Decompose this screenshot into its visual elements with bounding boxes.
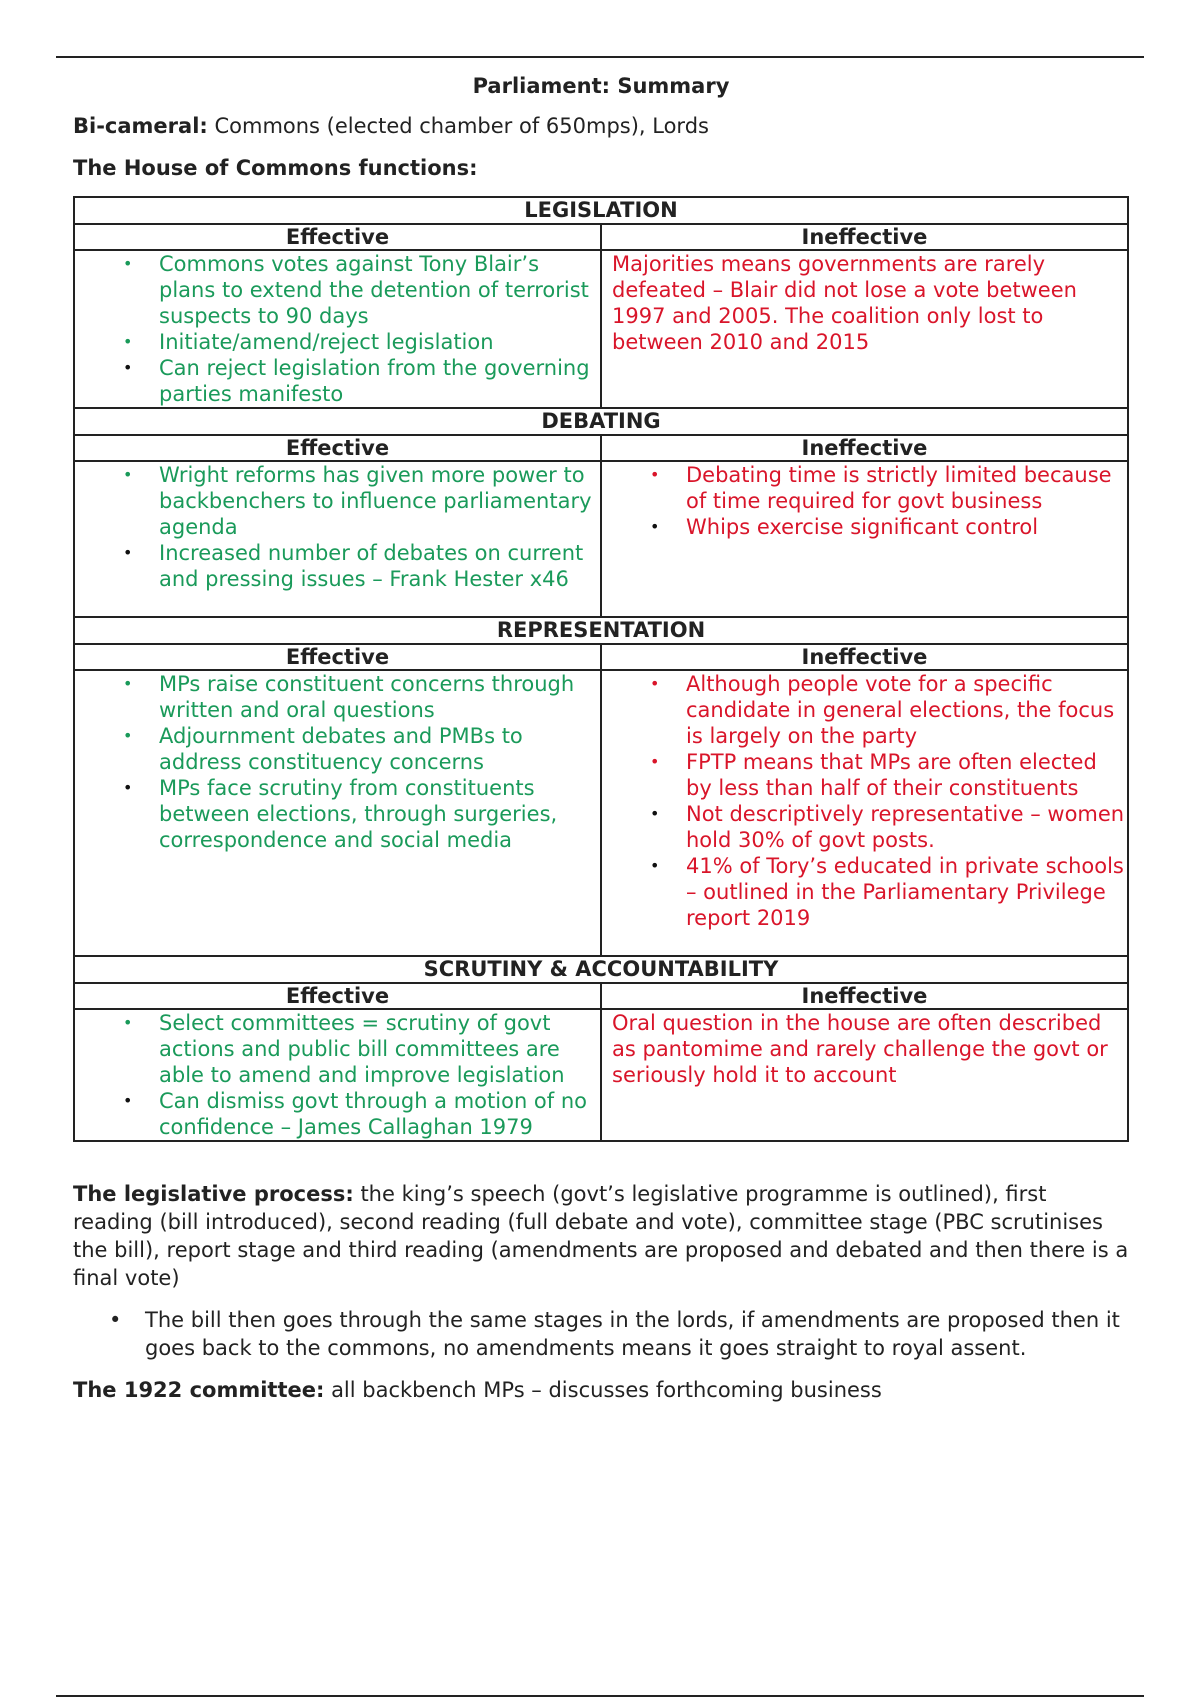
bottom-rule — [56, 1695, 1144, 1697]
commons-functions-heading-text: The House of Commons functions: — [73, 156, 478, 180]
section-title-scrutiny: SCRUTINY & ACCOUNTABILITY — [74, 956, 1128, 983]
bullet-icon: • — [123, 726, 133, 745]
list-item-text: Increased number of debates on current and pressing issues – Frank Hester x46 — [159, 541, 584, 591]
bullet-icon: • — [650, 856, 660, 875]
column-header-effective: Effective — [74, 983, 601, 1009]
list-item — [650, 462, 1127, 514]
bullet-list — [75, 251, 600, 407]
bicameral-label: Bi-cameral: — [73, 114, 208, 138]
commons-functions-table — [73, 196, 1129, 1142]
legislation-ineffective-cell — [601, 250, 1128, 408]
committee-1922-text: all backbench MPs – discusses forthcoming business — [324, 1378, 882, 1402]
column-header-ineffective: Ineffective — [601, 644, 1128, 670]
committee-1922-paragraph — [73, 1376, 1129, 1404]
list-item — [123, 462, 600, 540]
list-item — [650, 853, 1127, 931]
bullet-icon: • — [123, 674, 133, 693]
list-item — [650, 749, 1127, 801]
list-item — [650, 671, 1127, 749]
list-item-text: Debating time is strictly limited because of time required for govt business — [686, 463, 1112, 513]
bullet-icon: • — [123, 1091, 133, 1110]
bullet-list — [602, 671, 1127, 931]
bicameral-text: Commons (elected chamber of 650mps), Lords — [207, 114, 709, 138]
commons-functions-heading — [73, 154, 1129, 182]
column-header-ineffective: Ineffective — [601, 435, 1128, 461]
debating-effective-cell — [74, 461, 601, 617]
scrutiny-effective-cell — [74, 1009, 601, 1141]
committee-1922-label: The 1922 committee: — [73, 1378, 325, 1402]
list-item-text: Select committees = scrutiny of govt actions and public bill committees are able to amend and improve legislation — [159, 1011, 565, 1087]
list-item — [123, 1088, 600, 1140]
section-title-legislation: LEGISLATION — [74, 197, 1128, 224]
section-title-debating: DEBATING — [74, 408, 1128, 435]
bullet-icon: • — [109, 1308, 122, 1332]
list-item-text: Although people vote for a specific candidate in general elections, the focus is largely on the party — [686, 672, 1115, 748]
list-item — [123, 329, 600, 355]
bullet-icon: • — [650, 517, 660, 536]
bullet-icon: • — [123, 358, 133, 377]
scrutiny-ineffective-cell — [601, 1009, 1128, 1141]
bullet-icon: • — [123, 1013, 133, 1032]
bicameral-paragraph — [73, 112, 1129, 140]
bullet-icon: • — [123, 778, 133, 797]
bullet-list — [75, 671, 600, 853]
list-item-text: Wright reforms has given more power to backbenchers to influence parliamentary agenda — [159, 463, 592, 539]
lords-stage-text: The bill then goes through the same stages in the lords, if amendments are proposed then it goes back to the commons, no amendments means it goes straight to royal assent. — [145, 1308, 1120, 1360]
column-header-ineffective: Ineffective — [601, 983, 1128, 1009]
bullet-list — [602, 462, 1127, 540]
representation-effective-cell — [74, 670, 601, 956]
legislative-process-text: the king’s speech (govt’s legislative programme is outlined), first reading (bill introduced), second reading (full debate and vote), committee stage (PBC scrutinises the bill), report stage and third reading (amendments are proposed and debated and then there is a final vote) — [73, 1182, 1129, 1290]
bullet-icon: • — [123, 543, 133, 562]
column-header-effective: Effective — [74, 224, 601, 250]
legislative-process-bullets — [73, 1306, 1129, 1362]
list-item — [123, 540, 600, 592]
bullet-icon: • — [650, 752, 660, 771]
bullet-icon: • — [650, 804, 660, 823]
list-item-text: MPs face scrutiny from constituents between elections, through surgeries, correspondence and social media — [159, 776, 558, 852]
list-item — [650, 514, 1127, 540]
debating-ineffective-cell — [601, 461, 1128, 617]
list-item-text: Whips exercise significant control — [686, 515, 1039, 539]
bullet-icon: • — [123, 254, 133, 273]
column-header-effective: Effective — [74, 435, 601, 461]
section-title-representation: REPRESENTATION — [74, 617, 1128, 644]
list-item-text: Can dismiss govt through a motion of no confidence – James Callaghan 1979 — [159, 1089, 587, 1139]
legislation-ineffective-text: Majorities means governments are rarely defeated – Blair did not lose a vote between 1997 and 2005. The coalition only lost to between 2010 and 2015 — [612, 252, 1077, 354]
list-item-text: Commons votes against Tony Blair’s plans to extend the detention of terrorist suspects to 90 days — [159, 252, 589, 328]
bullet-list — [75, 1010, 600, 1140]
bullet-icon: • — [123, 332, 133, 351]
document-page — [73, 70, 1129, 1418]
list-item-text: Adjournment debates and PMBs to address constituency concerns — [159, 724, 523, 774]
list-item-text: Initiate/amend/reject legislation — [159, 330, 494, 354]
list-item — [123, 1010, 600, 1088]
bullet-icon: • — [123, 465, 133, 484]
legislative-process-label: The legislative process: — [73, 1182, 354, 1206]
list-item-text: MPs raise constituent concerns through written and oral questions — [159, 672, 575, 722]
list-item-text: Not descriptively representative – women hold 30% of govt posts. — [686, 802, 1125, 852]
bullet-icon: • — [650, 465, 660, 484]
list-item — [123, 775, 600, 853]
top-rule — [56, 56, 1144, 58]
list-item — [123, 251, 600, 329]
list-item-text: 41% of Tory’s educated in private schools – outlined in the Parliamentary Privilege report 2019 — [686, 854, 1124, 930]
list-item-text: Can reject legislation from the governing parties manifesto — [159, 356, 590, 406]
bullet-list — [75, 462, 600, 592]
column-header-ineffective: Ineffective — [601, 224, 1128, 250]
list-item — [650, 801, 1127, 853]
legislative-process-paragraph — [73, 1180, 1129, 1292]
list-item — [109, 1306, 1129, 1362]
scrutiny-ineffective-text: Oral question in the house are often described as pantomime and rarely challenge the govt or seriously hold it to account — [612, 1011, 1108, 1087]
column-header-effective: Effective — [74, 644, 601, 670]
representation-ineffective-cell — [601, 670, 1128, 956]
list-item — [123, 355, 600, 407]
page-title: Parliament: Summary — [472, 74, 730, 98]
legislation-effective-cell — [74, 250, 601, 408]
bullet-icon: • — [650, 674, 660, 693]
list-item — [123, 723, 600, 775]
list-item — [123, 671, 600, 723]
list-item-text: FPTP means that MPs are often elected by less than half of their constituents — [686, 750, 1097, 800]
